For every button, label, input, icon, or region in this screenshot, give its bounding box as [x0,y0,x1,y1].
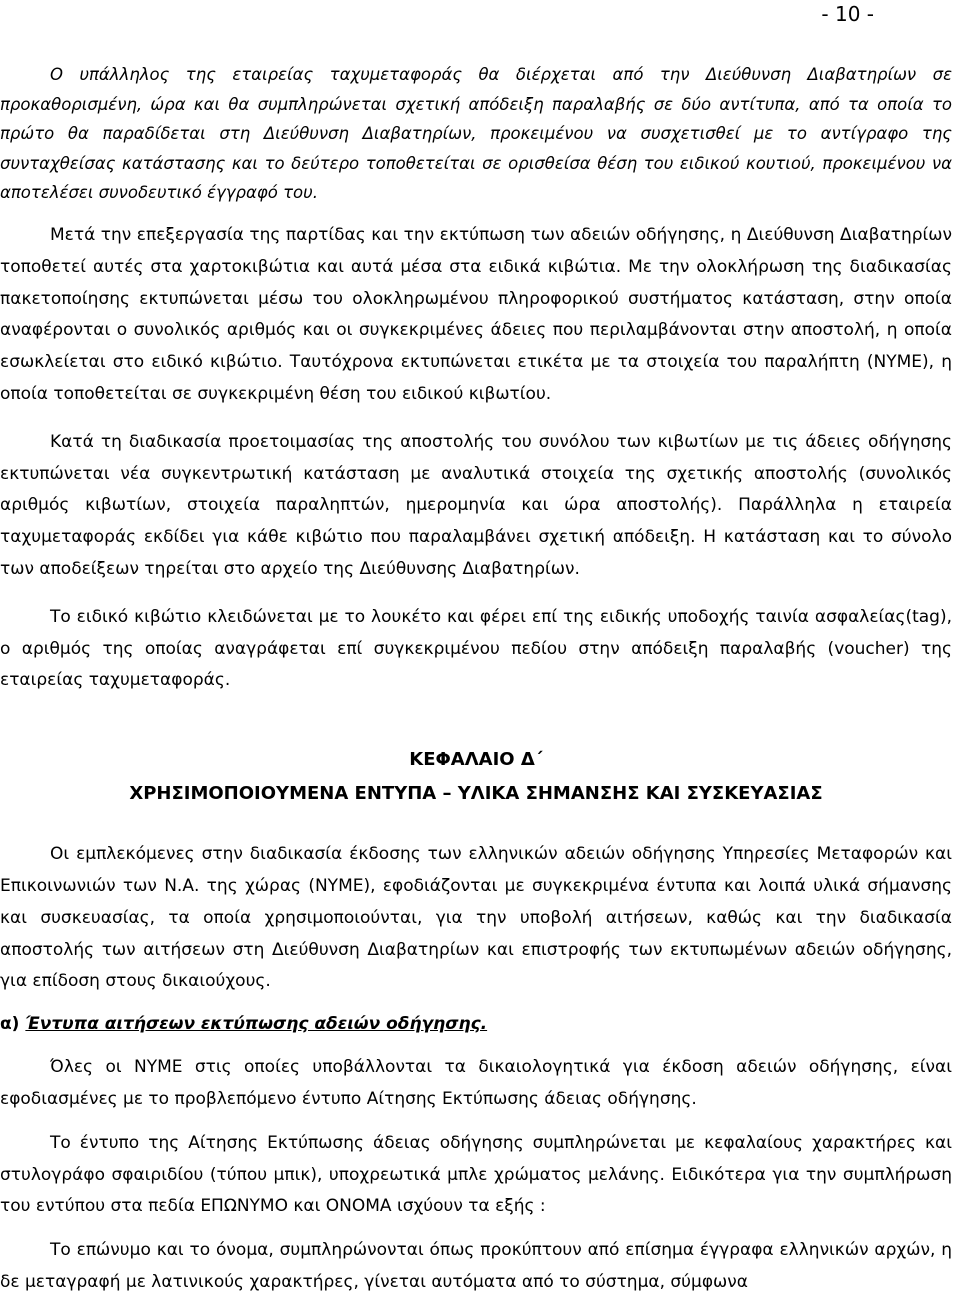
chapter-label: ΚΕΦΑΛΑΙΟ Δ΄ [409,749,543,771]
document-body [0,60,960,1299]
paragraph-shipment-preparation: Κατά τη διαδικασία προετοιμασίας της αποστολής του συνόλου των κιβωτίων με τις άδειες οδήγησης εκτυπώνεται νέα συγκεντρωτική κατάσταση με αναλυτικά στοιχεία της σχετικής αποστολής (συνολικός αριθμός κιβωτίων, στοιχεία παραληπτών, ημερομηνία και ώρα αποστολής). Παράλληλα η εταιρεία ταχυμεταφοράς εκδίδει για κάθε κιβώτιο που παραλαμβάνει σχετική απόδειξη. Η κατάσταση και το σύνολο των αποδείξεων τηρείται στο αρχείο της Διεύθυνσης Διαβατηρίων. [0,431,952,579]
chapter-title: ΧΡΗΣΙΜΟΠΟΙΟΥΜΕΝΑ ΕΝΤΥΠΑ – ΥΛΙΚΑ ΣΗΜΑΝΣΗΣ ΚΑΙ ΣΥΣΚΕΥΑΣΙΑΣ [129,783,823,805]
paragraph-box-locking: Το ειδικό κιβώτιο κλειδώνεται με το λουκέτο και φέρει επί της ειδικής υποδοχής ταινία ασφαλείας(tag), ο αριθμός της οποίας αναγράφεται επί συγκεκριμένου πεδίου στην απόδειξη παραλαβής (voucher) της εταιρείας ταχυμεταφοράς. [0,606,952,691]
page-number [0,2,960,26]
paragraph-form-completion: Το έντυπο της Αίτησης Εκτύπωσης άδειας οδήγησης συμπληρώνεται με κεφαλαίους χαρακτήρες και στυλογράφο σφαιριδίου (τύπου μπικ), υποχρεωτικά μπλε χρώματος μελάνης. Ειδικότερα για την συμπλήρωση του εντύπου στα πεδία ΕΠΩΝΥΜΟ και ΟΝΟΜΑ ισχύουν τα εξής : [0,1132,952,1217]
section-a-heading [0,1008,952,1040]
page-number-text: - 10 - [821,2,874,26]
paragraph-name-transliteration: Το επώνυμο και το όνομα, συμπληρώνονται όπως προκύπτουν από επίσημα έγγραφα ελληνικών αρχών, η δε μεταγραφή με λατινικούς χαρακτήρες, γίνεται αυτόματα από το σύστημα, σύμφωνα [0,1240,952,1292]
section-a-title: Έντυπα αιτήσεων εκτύπωσης αδειών οδήγησης. [25,1014,488,1035]
paragraph-courier-pickup: Ο υπάλληλος της εταιρείας ταχυμεταφοράς θα διέρχεται από την Διεύθυνση Διαβατηρίων σε προκαθορισμένη, ώρα και θα συμπληρώνεται σχετική απόδειξη παραλαβής σε δύο αντίτυπα, από τα οποία το πρώτο θα παραδίδεται στη Διεύθυνση Διαβατηρίων, προκειμένου να συσχετισθεί με το αντίγραφο της συνταχθείσας κατάστασης και το δεύτερο τοποθετείται σε ορισθείσα θέση του ειδικού κουτιού, προκειμένου να αποτελέσει συνοδευτικό έγγραφό του. [0,65,952,203]
paragraph-nyme-forms: Όλες οι ΝΥΜΕ στις οποίες υποβάλλονται τα δικαιολογητικά για έκδοση αδειών οδήγησης, είναι εφοδιασμένες με το προβλεπόμενο έντυπο Αίτησης Εκτύπωσης άδειας οδήγησης. [0,1057,952,1109]
paragraph-batch-processing: Μετά την επεξεργασία της παρτίδας και την εκτύπωση των αδειών οδήγησης, η Διεύθυνση Διαβατηρίων τοποθετεί αυτές στα χαρτοκιβώτια και αυτά μέσα στα ειδικά κιβώτια. Με την ολοκλήρωση της διαδικασίας πακετοποίησης εκτυπώνεται μέσω του ολοκληρωμένου πληροφορικού συστήματος κατάσταση, στην οποία αναφέρονται ο συνολικός αριθμός και οι συγκεκριμένες άδειες που περιλαμβάνονται στην αποστολή, η οποία εσωκλείεται στο ειδικό κιβώτιο. Ταυτόχρονα εκτυπώνεται ετικέτα με τα στοιχεία του παραλήπτη (ΝΥΜΕ), η οποία τοποθετείται σε συγκεκριμένη θέση του ειδικού κιβωτίου. [0,224,952,404]
section-a-marker: α) [0,1014,20,1035]
chapter-intro-paragraph: Οι εμπλεκόμενες στην διαδικασία έκδοσης των ελληνικών αδειών οδήγησης Υπηρεσίες Μεταφορών και Επικοινωνιών των Ν.Α. της χώρας (ΝΥΜΕ), εφοδιάζονται με συγκεκριμένα έντυπα και λοιπά υλικά σήμανσης και συσκευασίας, τα οποία χρησιμοποιούνται, για την υποβολή αιτήσεων, καθώς και την διαδικασία αποστολής των αιτήσεων στη Διεύθυνση Διαβατηρίων και επιστροφής των εκτυπωμένων αδειών οδήγησης, για επίδοση στους δικαιούχους. [0,844,952,992]
